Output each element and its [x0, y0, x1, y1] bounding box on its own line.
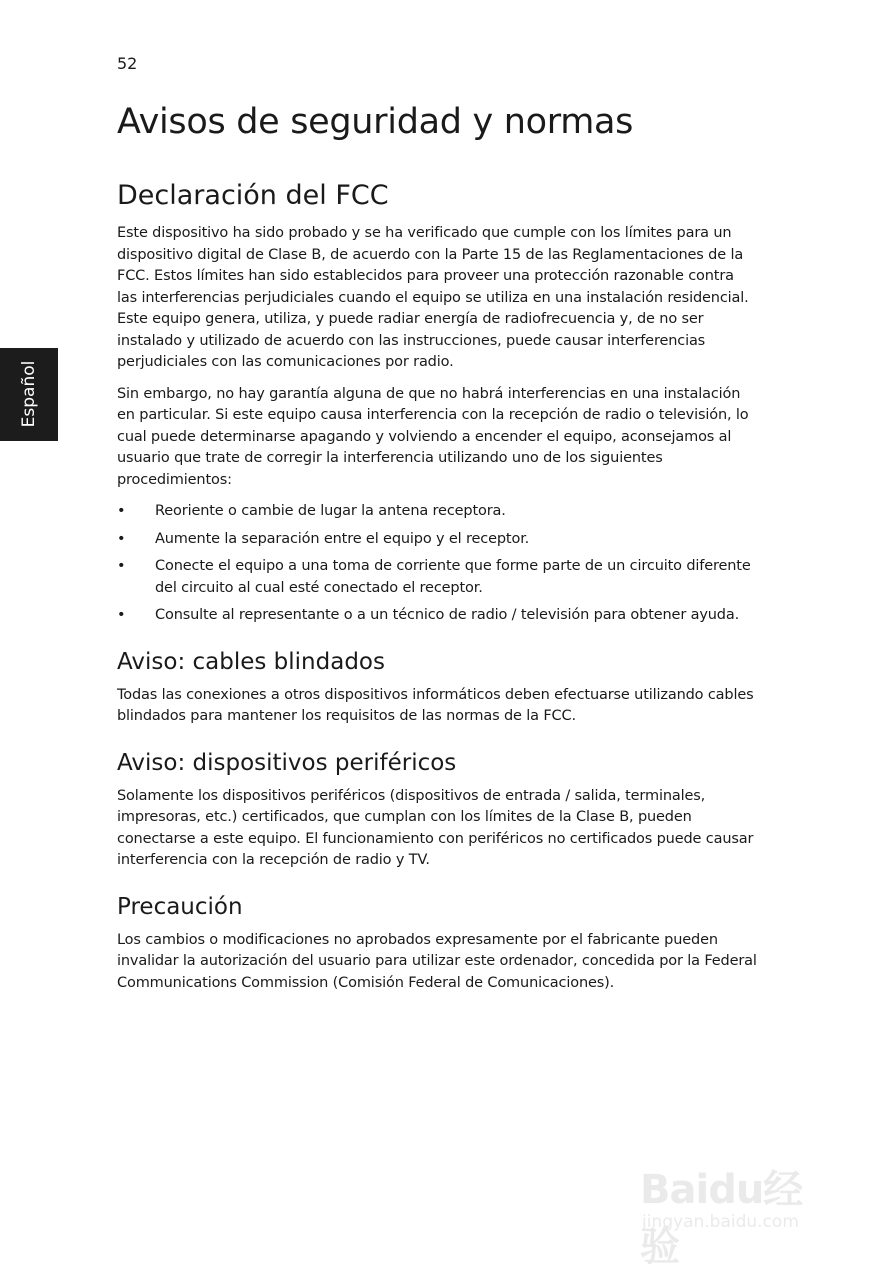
- cables-paragraph: Todas las conexiones a otros dispositivos informáticos deben efectuarse utilizando cables blindados para mantener los requisitos de las normas de la FCC.: [117, 686, 754, 724]
- list-item-text: Aumente la separación entre el equipo y el receptor.: [155, 530, 530, 547]
- caution-paragraph: Los cambios o modificaciones no aprobados expresamente por el fabricante pueden invalidar la autorización del usuario para utilizar este ordenador, concedida por la Federal Communications Commission (Comisión Federal de Comunicaciones).: [117, 931, 757, 991]
- list-item: [117, 529, 757, 551]
- language-tab: [0, 348, 58, 441]
- caution-heading: Precaución: [117, 893, 243, 920]
- list-item-text: Consulte al representante o a un técnico de radio / televisión para obtener ayuda.: [155, 607, 740, 623]
- page-content: [117, 102, 757, 1004]
- page-number: 52: [117, 54, 138, 73]
- list-item: [117, 605, 757, 627]
- page-title: Avisos de seguridad y normas: [117, 102, 634, 142]
- fcc-paragraph-1: Este dispositivo ha sido probado y se ha verificado que cumple con los límites para un dispositivo digital de Clase B, de acuerdo con la Parte 15 de las Reglamentaciones de la FCC. Estos límites han sido establecidos para proveer una protección razonable contra las interferencias perjudiciales cuando el equipo se utiliza en una instalación residencial. Este equipo genera, utiliza, y puede radiar energía de radiofrecuencia y, de no ser instalado y utilizado de acuerdo con las instrucciones, puede causar interferencias perjudiciales con las comunicaciones por radio.: [117, 225, 749, 370]
- watermark: [640, 1150, 840, 1270]
- fcc-paragraph-2: Sin embargo, no hay garantía alguna de que no habrá interferencias en una instalación en particular. Si este equipo causa interferencia con la recepción de radio o televisión, lo cual puede determinarse apagando y volviendo a encender el equipo, aconsejamos al usuario que trate de corregir la interferencia utilizando uno de los siguientes procedimientos:: [117, 385, 749, 488]
- watermark-logo: Baidu经验: [640, 1167, 803, 1270]
- bullet: •: [117, 503, 126, 519]
- list-item-text: Reoriente o cambie de lugar la antena receptora.: [155, 503, 506, 519]
- bullet: •: [117, 558, 126, 574]
- list-item-text: Conecte el equipo a una toma de corriente que forme parte de un circuito diferente del circuito al cual esté conectado el receptor.: [155, 558, 751, 596]
- cables-heading: Aviso: cables blindados: [117, 648, 385, 675]
- watermark-url: jingyan.baidu.com: [642, 1212, 799, 1232]
- peripherals-paragraph: Solamente los dispositivos periféricos (dispositivos de entrada / salida, terminales, impresoras, etc.) certificados, que cumplan con los límites de la Clase B, pueden conectarse a este equipo. El funcionamiento con periféricos no certificados puede causar interferencia con la recepción de radio y TV.: [117, 787, 754, 868]
- peripherals-heading: Aviso: dispositivos periféricos: [117, 749, 457, 776]
- list-item: [117, 556, 757, 599]
- fcc-heading: Declaración del FCC: [117, 180, 389, 211]
- bullet: •: [117, 607, 126, 623]
- list-item: [117, 501, 757, 523]
- bullet: •: [117, 530, 126, 547]
- fcc-procedures-list: [117, 501, 757, 627]
- language-tab-label: Español: [19, 360, 39, 428]
